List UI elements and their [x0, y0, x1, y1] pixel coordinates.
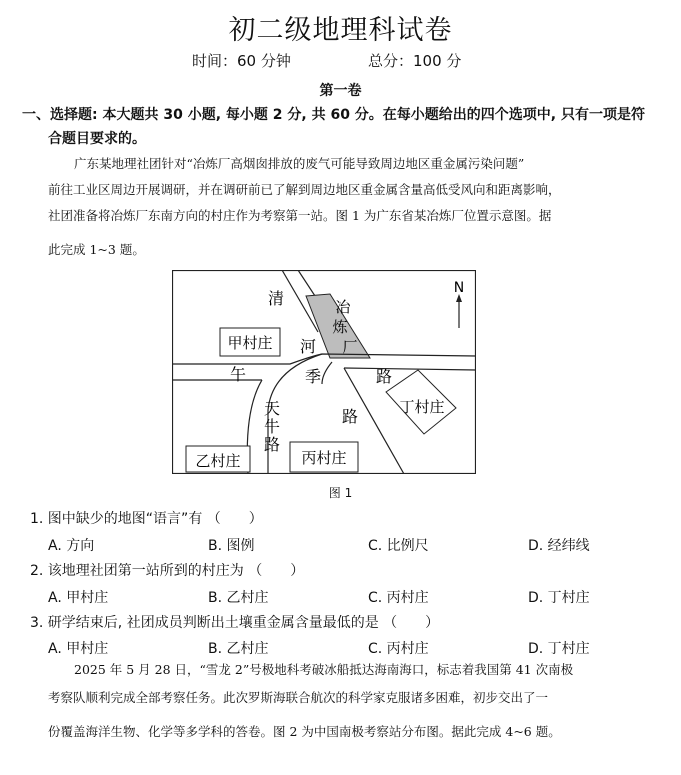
question-option[interactable]: C. 比例尺 — [368, 538, 429, 554]
wuji-road-label: 季 — [304, 367, 322, 386]
passage2-line: 考察队顺利完成全部考察任务。此次罗斯海联合航次的科学家克服诸多困难，初步交出了一 — [48, 690, 549, 705]
river-label: 清 — [267, 289, 285, 308]
question-option[interactable]: A. 甲村庄 — [48, 590, 109, 606]
village-ding-label: 丁村庄 — [399, 398, 445, 416]
passage2-line: 份覆盖海洋生物、化学等多学科的答卷。图 2 为中国南极考察站分布图。据此完成 4~6 题。 — [48, 724, 561, 739]
question-option[interactable]: B. 乙村庄 — [208, 590, 269, 606]
wuji-road-label: 午 — [229, 365, 247, 384]
village-bing-label: 丙村庄 — [301, 449, 347, 467]
passage1-line: 广东某地理社团针对“冶炼厂高烟囱排放的废气可能导致周边地区重金属污染问题” — [74, 156, 525, 171]
question-option[interactable]: A. 方向 — [48, 538, 95, 554]
question-option[interactable]: C. 丙村庄 — [368, 641, 429, 657]
question-option[interactable]: B. 乙村庄 — [208, 641, 269, 657]
section-instruction-line1: 一、选择题: 本大题共 30 小题, 每小题 2 分, 共 60 分。在每小题给出的四个选项中, 只有一项是符 — [22, 107, 645, 123]
tianniu-road-label: 牛 — [263, 417, 281, 436]
question-stem: 1. 图中缺少的地图“语言”有 （ ） — [30, 511, 263, 527]
question-option[interactable]: B. 图例 — [208, 538, 255, 554]
volume-heading: 第一卷 — [319, 83, 362, 99]
exam-total-score: 总分：100 分 — [368, 52, 462, 70]
question-stem: 2. 该地理社团第一站所到的村庄为 （ ） — [30, 563, 305, 579]
se-road-label: 路 — [341, 407, 359, 426]
figure-caption: 图 1 — [328, 486, 353, 500]
question-option[interactable]: D. 丁村庄 — [528, 641, 590, 657]
passage1-line: 社团准备将冶炼厂东南方向的村庄作为考察第一站。图 1 为广东省某冶炼厂位置示意图。据 — [48, 208, 552, 223]
north-label: N — [453, 280, 465, 296]
passage1-line: 此完成 1~3 题。 — [48, 242, 145, 257]
factory-label: 炼 — [332, 318, 348, 336]
factory-label: 冶 — [335, 298, 351, 316]
passage2-line: 2025 年 5 月 28 日，“雪龙 2”号极地科考破冰船抵达海南海口，标志着我国第 41 次南极 — [74, 662, 574, 677]
passage1-line: 前往工业区周边开展调研，并在调研前已了解到周边地区重金属含量高低受风向和距离影响， — [48, 182, 561, 197]
village-yi-label: 乙村庄 — [195, 452, 241, 470]
factory-location-map — [172, 270, 476, 474]
question-option[interactable]: D. 丁村庄 — [528, 590, 590, 606]
factory-label: 厂 — [342, 338, 358, 356]
question-option[interactable]: C. 丙村庄 — [368, 590, 429, 606]
question-option[interactable]: A. 甲村庄 — [48, 641, 109, 657]
tianniu-road-label: 路 — [263, 435, 281, 454]
river-label: 河 — [299, 337, 317, 356]
section-instruction-line2: 合题目要求的。 — [48, 131, 146, 147]
tianniu-road-label: 天 — [263, 399, 281, 418]
village-jia-label: 甲村庄 — [227, 334, 273, 352]
question-stem: 3. 研学结束后, 社团成员判断出土壤重金属含量最低的是 （ ） — [30, 615, 440, 631]
exam-title: 初二级地理科试卷 — [228, 15, 453, 46]
wuji-road-label: 路 — [375, 367, 393, 386]
exam-time: 时间：60 分钟 — [192, 52, 291, 70]
question-option[interactable]: D. 经纬线 — [528, 538, 590, 554]
